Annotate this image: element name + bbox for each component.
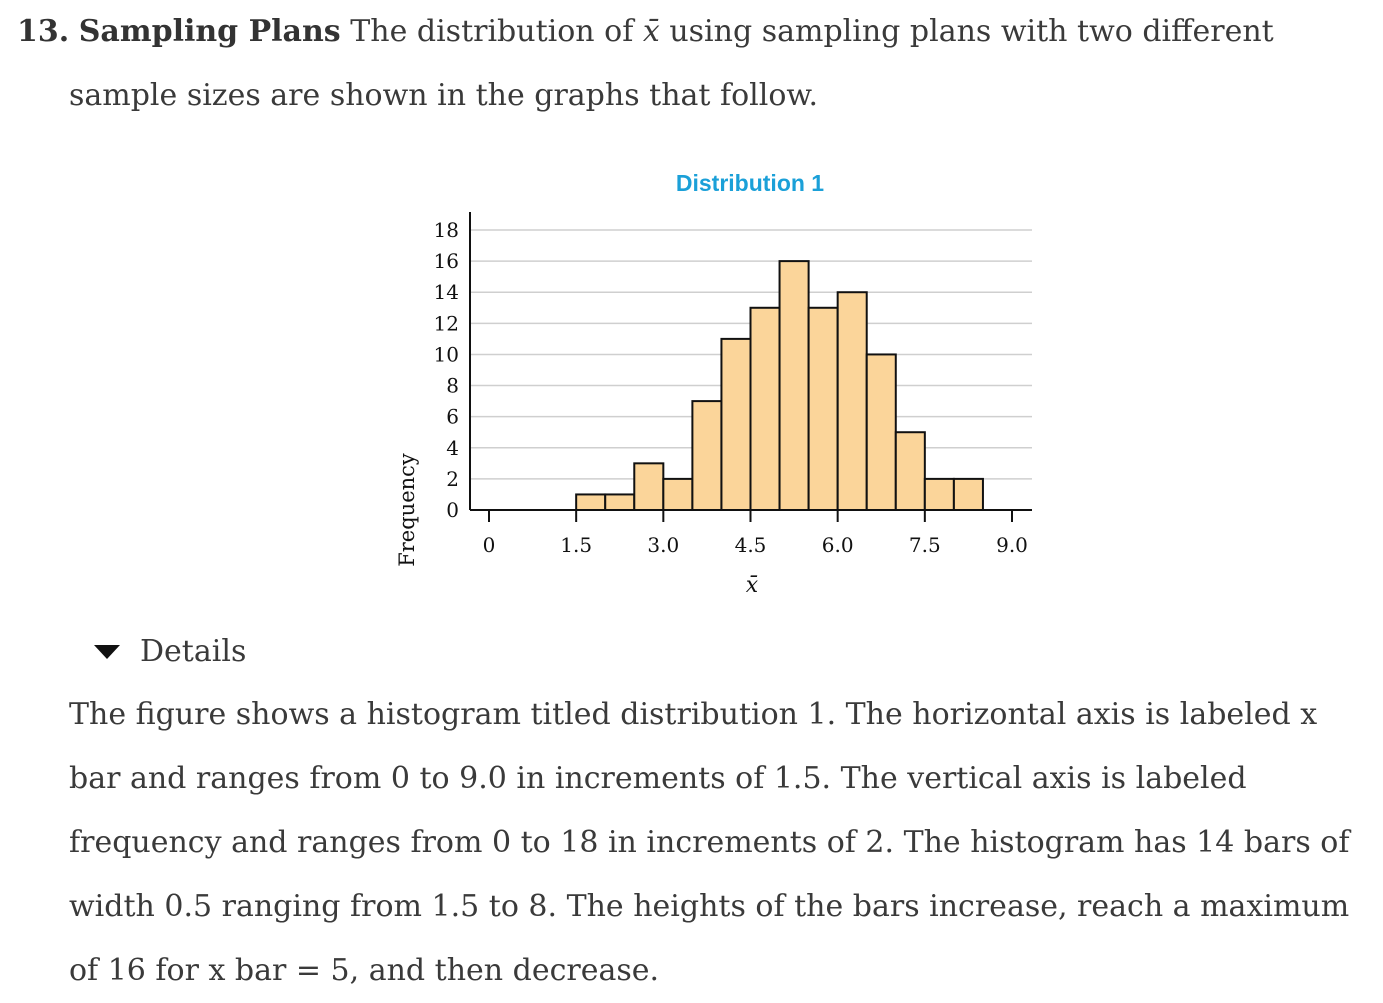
y-tick-label: 8 [446, 373, 459, 398]
histogram-bar [576, 494, 605, 510]
histogram-bar [780, 261, 809, 510]
histogram-bar [867, 354, 896, 510]
histogram-chart [380, 160, 1060, 610]
details-label: Details [140, 634, 247, 669]
histogram-bar [751, 308, 780, 510]
chart-title: Distribution 1 [675, 170, 825, 196]
problem-statement [17, 0, 1367, 128]
problem-text-part2: using sampling plans with two different [669, 14, 1274, 49]
histogram-bar [954, 479, 983, 510]
histogram-bar [634, 463, 663, 510]
x-tick-label: 0 [482, 533, 496, 557]
x-tick-label: 1.5 [560, 533, 593, 557]
y-tick-label: 12 [433, 311, 459, 336]
y-tick-label: 10 [433, 342, 459, 367]
x-tick-label: 9.0 [996, 533, 1028, 557]
x-tick-label: 4.5 [734, 533, 767, 557]
y-tick-label: 16 [433, 249, 459, 274]
x-tick-label: 6.0 [821, 533, 854, 557]
y-tick-label: 4 [446, 435, 459, 460]
histogram-bar [838, 292, 867, 510]
y-tick-label: 18 [433, 218, 459, 242]
problem-text-line2: sample sizes are shown in the graphs that follow. [69, 78, 819, 113]
histogram-bar [925, 479, 954, 510]
histogram-bar [896, 432, 925, 510]
histogram-bar [692, 401, 721, 510]
variable-xbar: x̄ [642, 14, 660, 49]
histogram-bar [721, 339, 750, 510]
x-axis-label: x̄ [745, 573, 759, 598]
triangle-down-icon [94, 645, 120, 659]
x-tick-label: 7.5 [908, 533, 941, 557]
y-tick-label: 14 [433, 280, 459, 305]
problem-heading: Sampling Plans [78, 14, 341, 49]
problem-number: 13. [17, 14, 70, 49]
histogram-bar [605, 494, 634, 510]
y-tick-labels [434, 218, 459, 522]
x-tick-label: 3.0 [647, 533, 680, 557]
y-tick-label: 0 [446, 498, 459, 522]
x-tick-labels [483, 533, 1028, 557]
details-toggle[interactable] [94, 630, 246, 674]
details-description: The figure shows a histogram titled distribution 1. The horizontal axis is labeled x bar and ranges from 0 to 9.0 in increments of 1.5. The vertical axis is labeled frequency and ranges from 0 to 18 in increments of 2. The histogram has 14 bars of width 0.5 ranging from 1.5 to 8. The heights of the bars increase, reach a maximum of 16 for x bar = 5, and then decrease. [69, 697, 1350, 988]
y-axis-label: Frequency [395, 453, 419, 567]
problem-text-part1: The distribution of [350, 14, 634, 49]
y-tick-label: 6 [446, 404, 459, 429]
y-tick-label: 2 [446, 466, 459, 491]
histogram-bar [809, 308, 838, 510]
histogram-bar [663, 479, 692, 510]
